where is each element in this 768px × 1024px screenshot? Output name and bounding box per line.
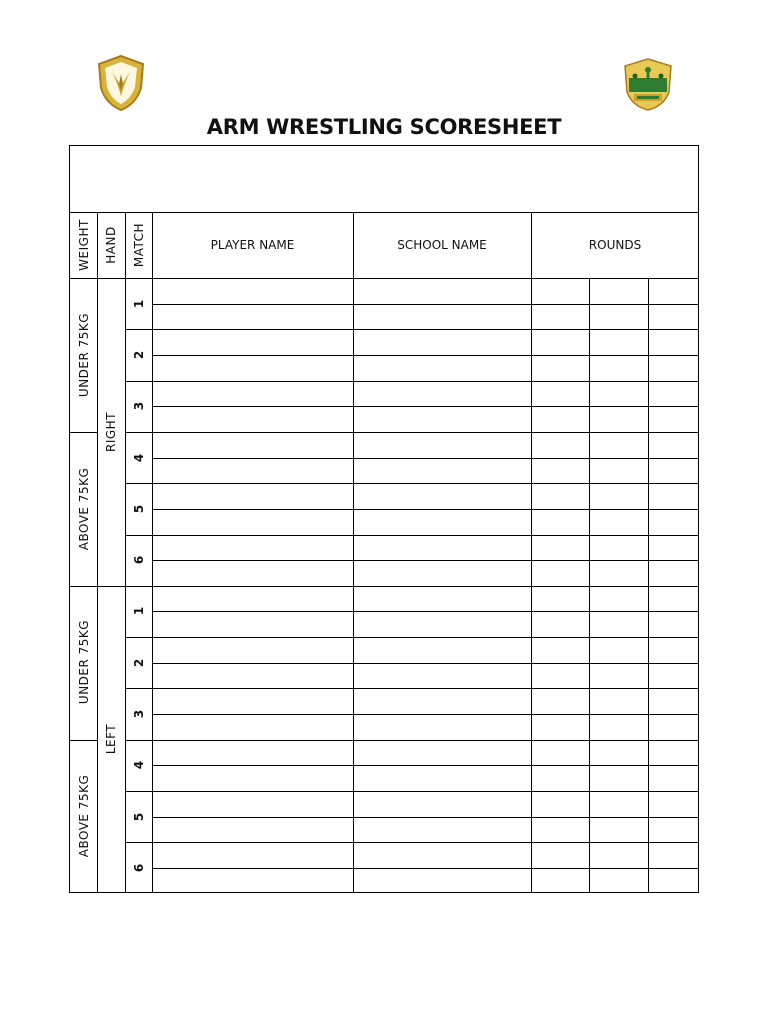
grid-line <box>125 688 698 689</box>
grid-line <box>125 212 126 892</box>
match-number: 5 <box>131 812 146 821</box>
sports-crest-icon <box>620 56 676 112</box>
grid-line <box>152 868 698 869</box>
grid-line <box>152 817 698 818</box>
weight-group-label: ABOVE 75KG <box>77 467 91 551</box>
grid-line <box>70 212 698 213</box>
match-number: 1 <box>131 299 146 308</box>
grid-line <box>152 509 698 510</box>
grid-line <box>97 586 125 587</box>
grid-line <box>125 535 698 536</box>
shield-emblem-icon <box>96 54 146 112</box>
match-number: 6 <box>131 863 146 873</box>
grid-line <box>97 212 98 892</box>
grid-line <box>531 212 532 892</box>
grid-line <box>152 663 698 664</box>
grid-line <box>152 611 698 612</box>
header-hand: HAND <box>104 226 118 264</box>
scoresheet-table <box>69 145 699 893</box>
match-number: 2 <box>131 350 146 360</box>
weight-group-label: UNDER 75KG <box>77 619 91 705</box>
match-number: 3 <box>131 402 146 411</box>
grid-line <box>125 791 698 792</box>
match-number: 1 <box>131 607 146 616</box>
grid-line <box>152 304 698 305</box>
grid-line <box>125 740 698 741</box>
grid-line <box>125 432 698 433</box>
match-number: 3 <box>131 709 146 719</box>
grid-line <box>152 406 698 407</box>
grid-line <box>125 381 698 382</box>
match-number: 5 <box>131 504 146 514</box>
header-match: MATCH <box>132 222 146 268</box>
grid-line <box>125 586 698 587</box>
grid-line <box>70 278 698 279</box>
header-player-name: PLAYER NAME <box>210 238 295 252</box>
grid-line <box>353 212 354 892</box>
weight-group-label: ABOVE 75KG <box>77 774 91 858</box>
match-number: 4 <box>131 453 146 462</box>
grid-line <box>152 714 698 715</box>
grid-line <box>125 483 698 484</box>
match-number: 2 <box>131 658 146 667</box>
match-number: 4 <box>131 761 146 770</box>
grid-line <box>152 355 698 356</box>
grid-line <box>648 278 649 892</box>
grid-line <box>70 586 97 587</box>
hand-label-right: RIGHT <box>104 411 118 453</box>
header-weight: WEIGHT <box>77 219 91 271</box>
grid-line <box>125 842 698 843</box>
header-rounds: ROUNDS <box>588 238 642 252</box>
header-school-name: SCHOOL NAME <box>397 238 487 252</box>
grid-line <box>125 329 698 330</box>
grid-line <box>152 212 153 892</box>
grid-line <box>70 432 97 433</box>
hand-label-left: LEFT <box>104 723 118 755</box>
grid-line <box>152 560 698 561</box>
grid-line <box>125 637 698 638</box>
grid-line <box>152 458 698 459</box>
grid-line <box>152 765 698 766</box>
grid-line <box>589 278 590 892</box>
weight-group-label: UNDER 75KG <box>77 312 91 398</box>
match-number: 6 <box>131 555 146 565</box>
grid-line <box>70 740 97 741</box>
page-title: ARM WRESTLING SCORESHEET <box>206 115 562 139</box>
